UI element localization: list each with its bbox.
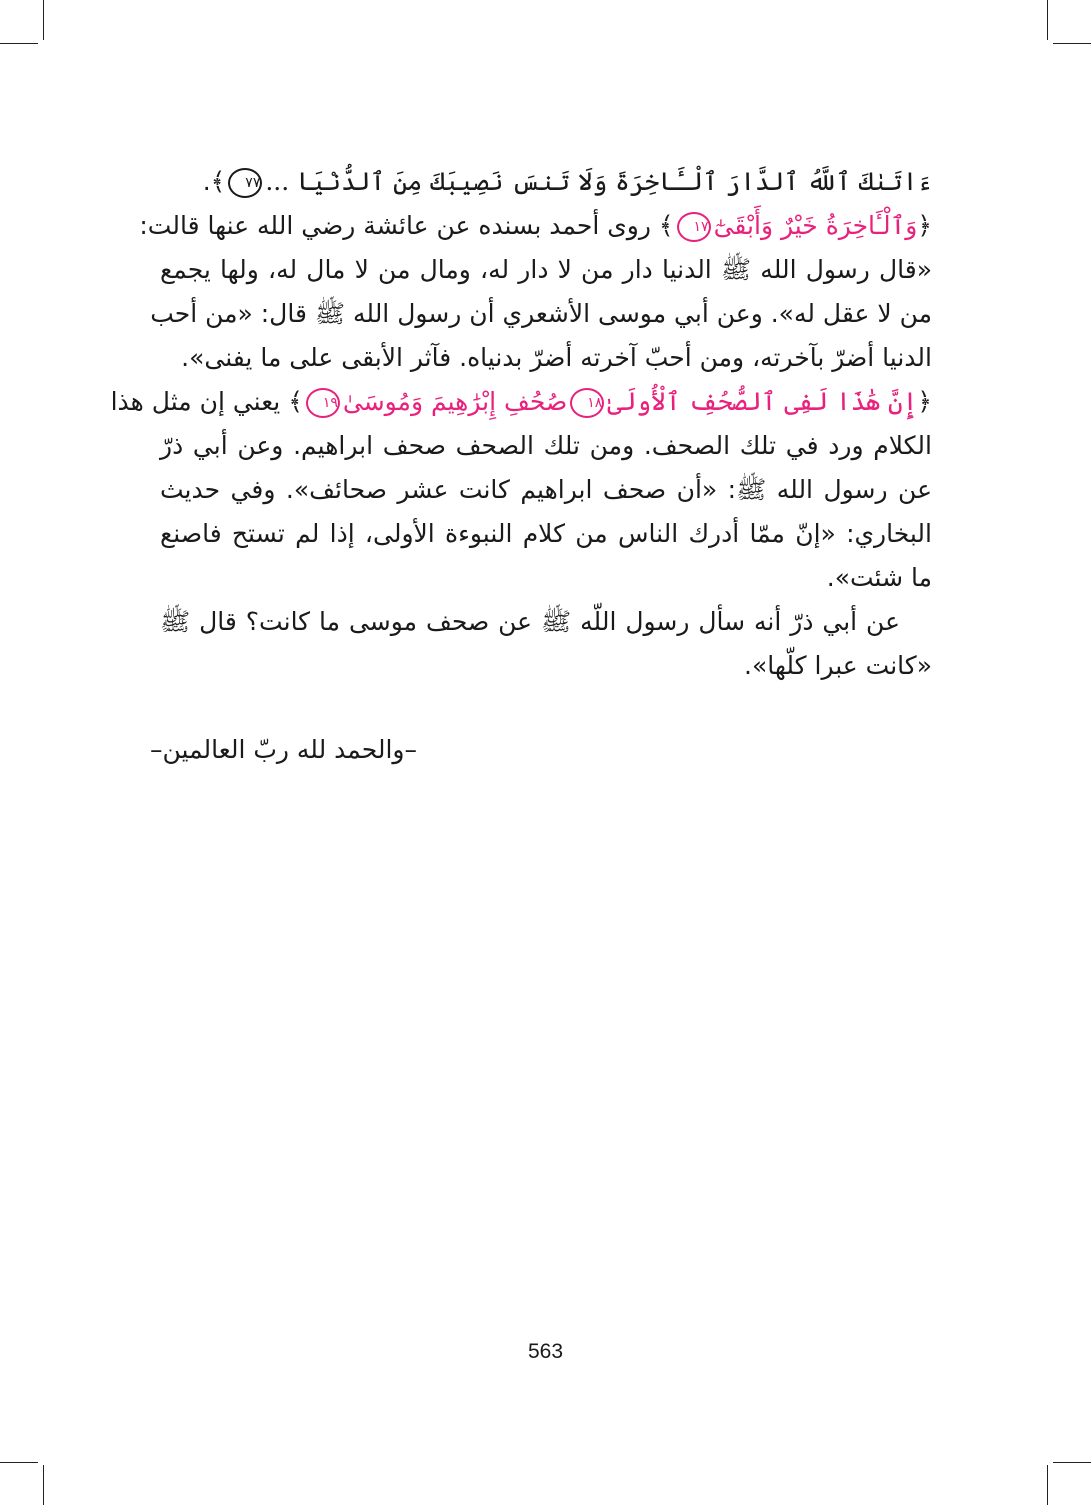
ayah-number-18: ١٨ bbox=[570, 388, 604, 418]
para2-line-3: عن رسول الله ﷺ: «أن صحف ابراهيم كانت عشر صحائف». وفي حديث bbox=[160, 475, 932, 504]
para1-line-4: الدنيا أضرّ بآخرته، ومن أحبّ آخرته أضرّ بدنياه. فآثر الأبقى على ما يفنى». bbox=[181, 343, 932, 372]
para2-line-2: الكلام ورد في تلك الصحف. ومن تلك الصحف صحف ابراهيم. وعن أبي ذرّ bbox=[160, 431, 932, 460]
para2-line-4: البخاري: «إنّ ممّا أدرك الناس من كلام النبوءة الأولى، إذا لم تستح فاصنع bbox=[160, 519, 932, 548]
quran-verse-17: وَٱلْـَٔاخِرَةُ خَيْرٌ وَأَبْقَىٰٓ bbox=[713, 211, 918, 240]
ayah-number-17: ١٧ bbox=[677, 212, 711, 242]
crop-mark bbox=[0, 43, 38, 44]
page-body bbox=[110, 160, 932, 772]
para1-line-3: من لا عقل له». وعن أبي موسى الأشعري أن رسول الله ﷺ قال: «من أحب bbox=[150, 299, 932, 328]
quran-verse-18: إِنَّ هَٰذَا لَفِى ٱلصُّحُفِ ٱلْأُولَىٰ bbox=[607, 387, 918, 416]
para1-line-2: «قال رسول الله ﷺ الدنيا دار من لا دار له، ومال من لا مال له، ولها يجمع bbox=[160, 255, 932, 284]
quran-verse-19: صُحُفِ إِبْرَٰهِيمَ وَمُوسَىٰ bbox=[342, 387, 568, 416]
quran-open-bracket: ﴿ bbox=[917, 211, 932, 240]
para1-line-1 bbox=[139, 204, 932, 248]
para3-line-2: «كانت عبرا كلّها». bbox=[744, 651, 932, 680]
crop-mark bbox=[1053, 43, 1091, 44]
verse-77-text: ءَاتَىٰكَ ٱللَّهُ ٱلدَّارَ ٱلْـَٔاخِرَةَ وَلَا تَنسَ نَصِيبَكَ مِنَ ٱلدُّنْيَا ... bbox=[265, 167, 932, 196]
ayah-number-77: ٧٧ bbox=[228, 168, 262, 198]
verse-77-line bbox=[160, 160, 932, 204]
page-number: 563 bbox=[527, 1340, 564, 1363]
crop-mark bbox=[1053, 1462, 1091, 1463]
verse-77-end: ﴾. bbox=[202, 167, 226, 196]
para2-text: يعني إن مثل هذا bbox=[110, 387, 289, 416]
para2-line-1 bbox=[110, 380, 932, 424]
quran-open-bracket: ﴿ bbox=[917, 387, 932, 416]
crop-mark bbox=[43, 0, 44, 40]
para3-line-1: عن أبي ذرّ أنه سأل رسول اللّه ﷺ عن صحف موسى ما كانت؟ قال ﷺ bbox=[160, 607, 900, 636]
crop-mark bbox=[43, 1465, 44, 1505]
para2-line-5: ما شئت». bbox=[826, 563, 932, 592]
crop-mark bbox=[1047, 1465, 1048, 1505]
quran-close-bracket: ﴾ bbox=[288, 387, 303, 416]
para1-text: روى أحمد بسنده عن عائشة رضي الله عنها قالت: bbox=[139, 211, 659, 240]
quran-close-bracket: ﴾ bbox=[658, 211, 674, 240]
crop-mark bbox=[1047, 0, 1048, 40]
crop-mark bbox=[0, 1462, 38, 1463]
closing-line: –والحمد لله ربّ العالمين– bbox=[150, 735, 417, 764]
ayah-number-19: ١٩ bbox=[306, 388, 340, 418]
